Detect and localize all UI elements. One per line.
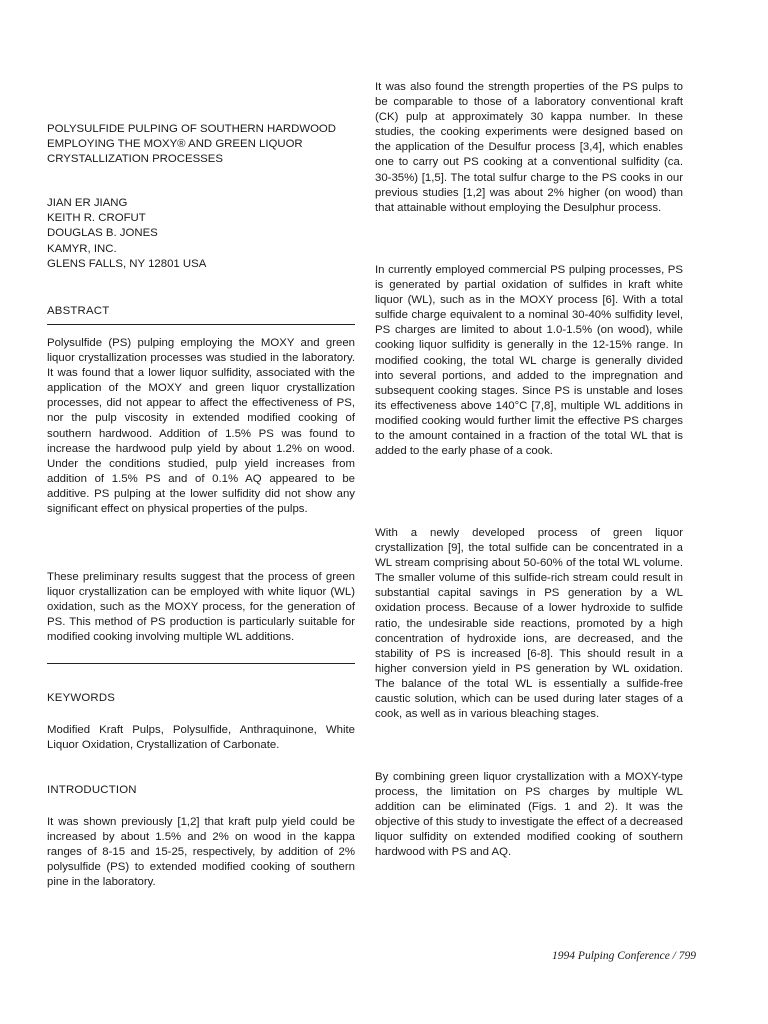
right-paragraph-3: With a newly developed process of green liquor crystallization [9], the total sulfide can be concentrated in a WL stream comprising about 50-60% of the total WL volume. The smaller volume of this sulfide-rich stream could result in substantial capital savings in PS generation by a WL oxidation process. Because of a lower hydroxide to sulfide ratio, the undesirable side reactions, promoted by a high concentration of hydroxide ions, are decreased, and the stability of PS is increased [6-8]. This should result in a higher conversion yield in PS generation by WL oxidation. The balance of the total WL is essentially a sulfide-free caustic solution, which can be used during later stages of a cook, as well as in various bleaching stages. [375,527,683,721]
abstract-heading: ABSTRACT [47,305,110,317]
paper-title: POLYSULFIDE PULPING OF SOUTHERN HARDWOOD EMPLOYING THE MOXY® AND GREEN LIQUOR CRYSTALLIZATION PROCESSES [47,123,337,165]
page-footer: 1994 Pulping Conference / 799 [552,950,696,962]
author-name: KEITH R. CROFUT [47,212,146,225]
right-paragraph-2: In currently employed commercial PS pulping processes, PS is generated by partial oxidation of sulfides in kraft white liquor (WL), such as in the MOXY process [6]. With a total sulfide charge equivalent to a nominal 30-40% sulfidity level, PS charges are limited to about 1.0-1.5% (on wood), while cooking liquor sulfidity is generally in the 12-15% range. In modified cooking, the total WL charge is generally divided into several portions, and added to the impregnation and subsequent cooking stages. Since PS is unstable and loses its effectiveness above 140°C [7,8], multiple WL additions in modified cooking would further limit the effective PS charges to the amount contained in a fraction of the total WL that is added to the early phase of a cook. [375,264,683,458]
author-name: DOUGLAS B. JONES [47,227,158,240]
keywords-heading: KEYWORDS [47,692,116,704]
introduction-heading: INTRODUCTION [47,784,137,796]
right-paragraph-4: By combining green liquor crystallization with a MOXY-type process, the limitation on PS charges by multiple WL addition can be eliminated (Figs. 1 and 2). It was the objective of this study to investigate the effect of a decreased liquor sulfidity on extended modified cooking of southern hardwood with PS and AQ. [375,771,683,859]
author-name: JIAN ER JIANG [47,197,128,209]
author-block [47,196,355,272]
author-address: GLENS FALLS, NY 12801 USA [47,257,207,270]
author-affiliation: KAMYR, INC. [47,242,117,255]
introduction-paragraph-1: It was shown previously [1,2] that kraft pulp yield could be increased by about 1.5% and 2% on wood in the kappa ranges of 8-15 and 15-25, respectively, by addition of 2% polysulfide (PS) to extended modified cooking of southern pine in the laboratory. [47,816,355,889]
keywords-text: Modified Kraft Pulps, Polysulfide, Anthraquinone, White Liquor Oxidation, Crystallization of Carbonate. [47,724,355,752]
abstract-paragraph-2: These preliminary results suggest that the process of green liquor crystallization can be employed with white liquor (WL) oxidation, such as the MOXY process, for the generation of PS. This method of PS production is particularly suitable for modified cooking involving multiple WL additions. [47,571,355,644]
right-paragraph-1: It was also found the strength properties of the PS pulps to be comparable to those of a laboratory conventional kraft (CK) pulp at approximately 30 kappa number. In these studies, the cooking experiments were designed based on the application of the Desulfur process [3,4], which enables one to carry out PS cooking at a conventional sulfidity (ca. 30-35%) [1,5]. The total sulfur charge to the PS cooks in our previous studies [1,2] was about 2% higher (on wood) than that attainable without employing the Desulphur process. [375,81,683,214]
abstract-rule-bottom [47,663,355,664]
abstract-paragraph-1: Polysulfide (PS) pulping employing the MOXY and green liquor crystallization processes was studied in the laboratory. It was found that a lower liquor sulfidity, associated with the application of the MOXY and green liquor crystallization processes, did not appear to affect the effectiveness of PS, nor the pulp viscosity in extended modified cooking of southern hardwood. Addition of 1.5% PS was found to increase the hardwood pulp yield by about 1.2% on wood. Under the conditions studied, pulp yield increases from addition of 1.5% PS and of 0.1% AQ appeared to be additive. PS pulping at the lower sulfidity did not show any significant effect on physical properties of the pulps. [47,337,355,516]
abstract-rule-top [47,324,355,325]
